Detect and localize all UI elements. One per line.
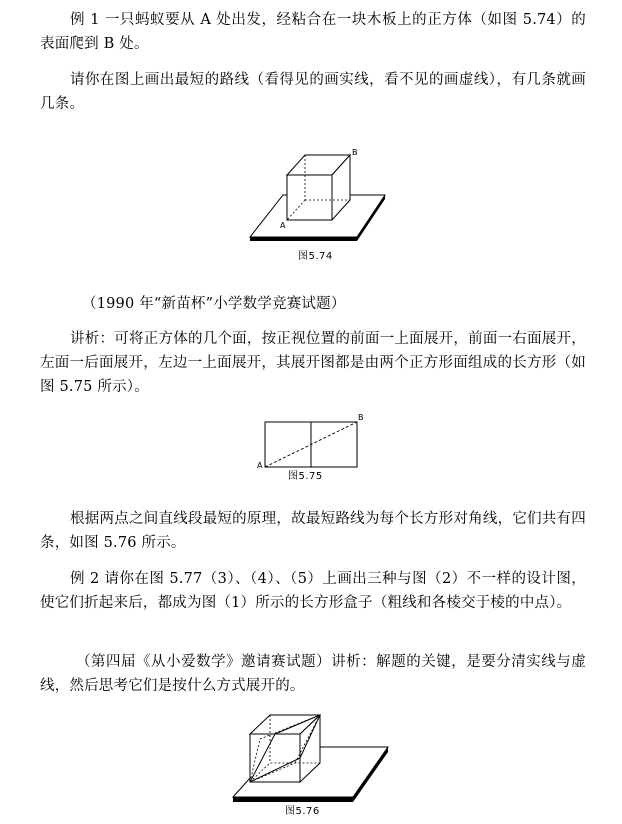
example2-statement: 例 2 请你在图 5.77（3）、（4）、（5）上画出三种与图（2）不一样的设计图，使它们折起来后，都成为图（1）所示的长方形盒子（粗线和各棱交于棱的中点）。 xyxy=(40,571,586,611)
example1-statement: 例 1 一只蚂蚁要从 A 处出发，经粘合在一块木板上的正方体（如图 5.74）的表面爬到 B 处。 xyxy=(40,12,586,52)
example1-question: 请你在图上画出最短的路线（看得见的画实线，看不见的画虚线），有几条就画几条。 xyxy=(40,72,586,112)
example1-analysis: 讲析：可将正方体的几个面，按正视位置的前面一上面展开，前面一右面展开，左面一后面展开，左边一上面展开，其展开图都是由两个正方形面组成的长方形（如图 5.75 所示）。 xyxy=(40,331,586,395)
cube-front xyxy=(287,175,332,220)
point-a-label: A xyxy=(280,221,286,230)
figure-5-76 xyxy=(228,712,393,807)
example2-analysis: （第四届《从小爱数学》邀请赛试题）讲析：解题的关键，是要分清实线与虚线，然后思考它们是按什么方式展开的。 xyxy=(40,654,586,694)
point-a-label: A xyxy=(257,461,263,470)
figure-5-76-caption: 图5.76 xyxy=(285,806,320,817)
cube-front xyxy=(250,734,300,782)
board-edge xyxy=(250,237,357,241)
point-b-label: B xyxy=(352,148,358,157)
figure-5-75-caption: 图5.75 xyxy=(288,471,323,482)
point-b-label: B xyxy=(358,413,364,422)
figure-5-75 xyxy=(255,410,370,470)
figure-5-74 xyxy=(245,145,390,260)
example1-source: （1990 年“新苗杯”小学数学竞赛试题） xyxy=(82,296,346,312)
figure-5-74-caption: 图5.74 xyxy=(298,251,333,262)
example1-conclusion: 根据两点之间直线段最短的原理，故最短路线为每个长方形对角线，它们共有四条，如图 5.76 所示。 xyxy=(40,511,586,551)
